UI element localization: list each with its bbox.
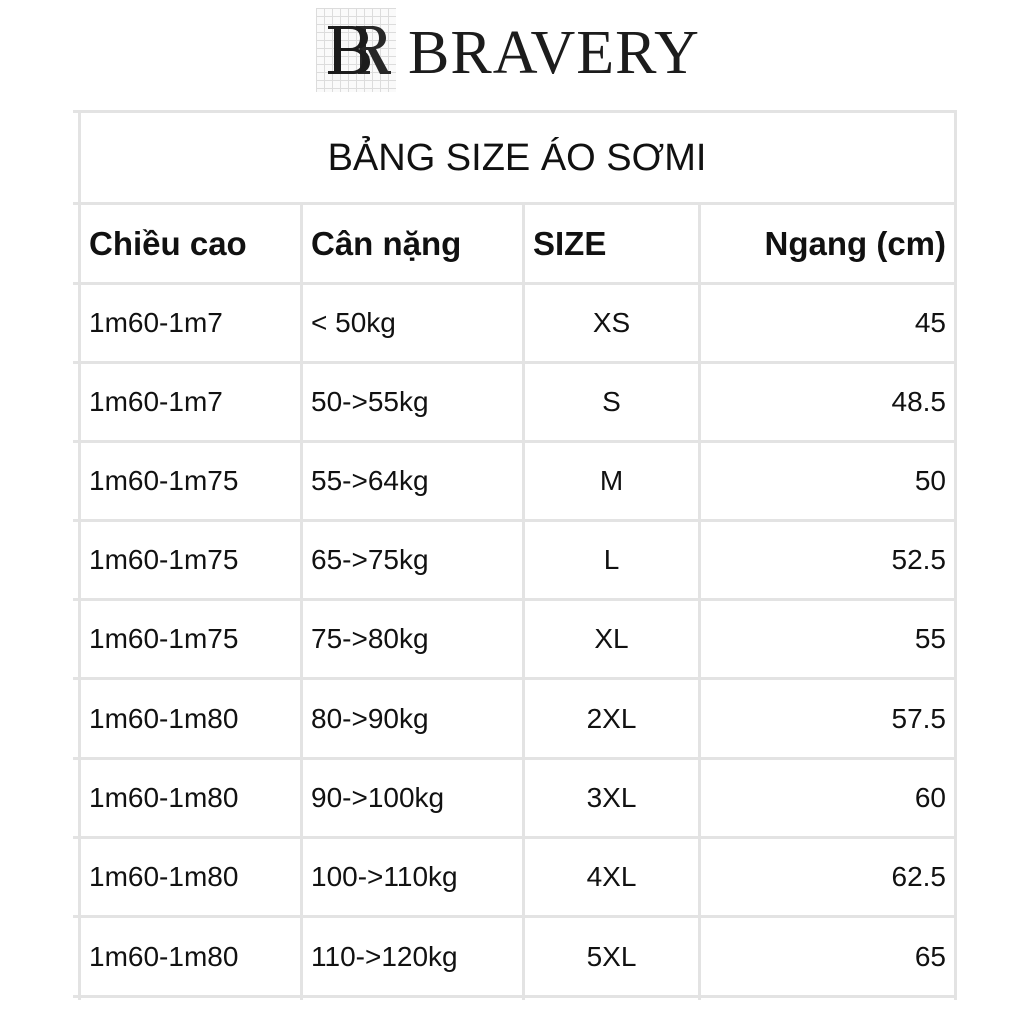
cell-width-cm: 57.5 [891,702,946,734]
br-monogram-icon [322,22,392,78]
cell-weight: 50->55kg [311,386,429,417]
cell-weight: < 50kg [311,307,396,338]
cell-size: XL [594,623,629,654]
cell-height: 1m60-1m7 [89,307,223,338]
column-header-height: Chiều cao [89,224,247,262]
cell-width-cm: 48.5 [891,386,946,417]
cell-height: 1m60-1m75 [89,465,239,496]
gridline [73,995,956,998]
gridline [73,110,956,113]
column-header-width-cm: Ngang (cm) [764,224,946,262]
cell-width-cm: 55 [914,623,946,654]
gridline [954,110,957,1000]
cell-size: 5XL [586,940,637,972]
cell-weight: 55->64kg [311,465,429,496]
cell-height: 1m60-1m7 [89,386,223,417]
cell-size: XS [592,307,631,338]
cell-height: 1m60-1m80 [89,782,239,813]
cell-width-cm: 50 [914,465,946,496]
cell-weight: 80->90kg [311,702,429,734]
cell-height: 1m60-1m80 [89,861,239,892]
cell-height: 1m60-1m75 [89,623,239,654]
cell-weight: 75->80kg [311,623,429,654]
cell-size: S [602,386,621,417]
cell-height: 1m60-1m80 [89,702,239,734]
cell-size: M [599,465,624,496]
cell-size: 4XL [586,861,637,892]
cell-height: 1m60-1m80 [89,940,239,972]
cell-weight: 90->100kg [311,782,445,813]
brand-logo-icon [316,8,396,92]
column-header-weight: Cân nặng [311,224,462,262]
cell-size: L [603,544,620,575]
cell-width-cm: 52.5 [891,544,946,575]
column-header-size: SIZE [533,224,607,262]
cell-width-cm: 62.5 [891,861,946,892]
cell-weight: 65->75kg [311,544,429,575]
cell-size: 3XL [586,782,637,813]
cell-width-cm: 45 [914,307,946,338]
cell-weight: 110->120kg [311,940,458,972]
brand-header [316,8,700,92]
cell-width-cm: 60 [914,782,946,813]
cell-weight: 100->110kg [311,861,458,892]
cell-size: 2XL [586,702,637,734]
cell-height: 1m60-1m75 [89,544,239,575]
brand-name: BRAVERY [408,19,700,87]
table-title: BẢNG SIZE ÁO SƠMI [327,137,707,179]
cell-width-cm: 65 [914,940,946,972]
